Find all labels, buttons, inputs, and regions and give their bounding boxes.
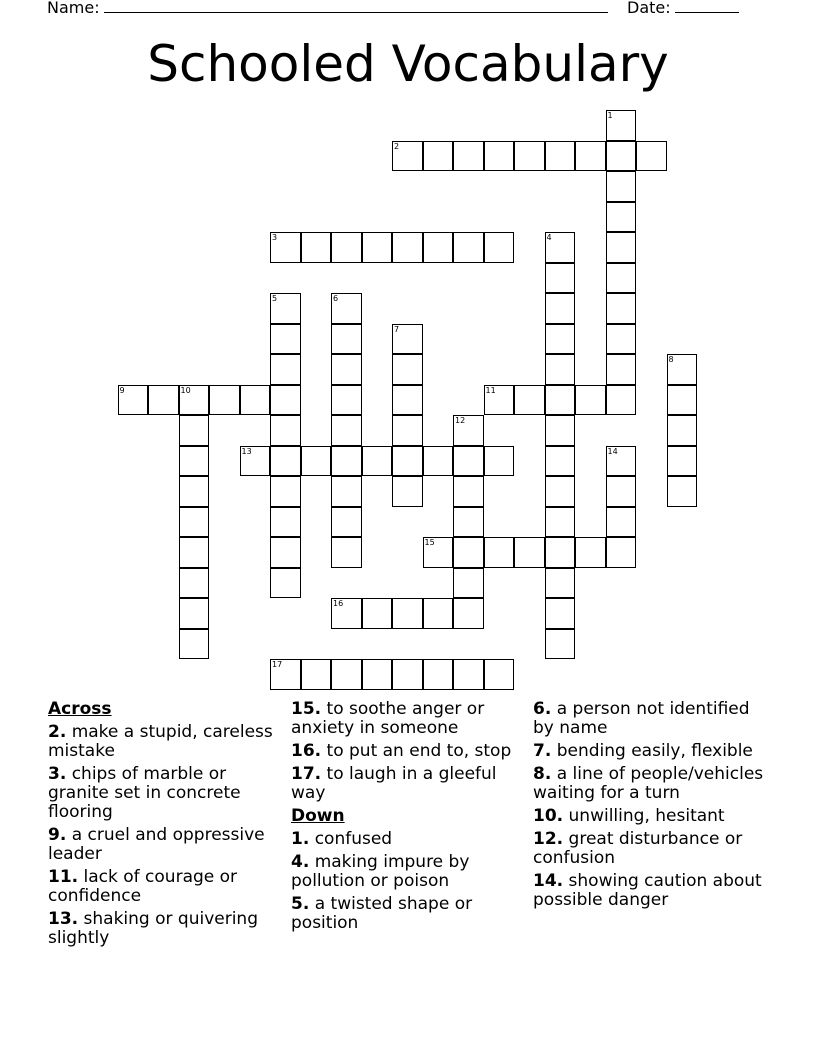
- grid-cell[interactable]: [392, 476, 423, 507]
- grid-cell[interactable]: [453, 415, 484, 446]
- grid-cell[interactable]: [331, 446, 362, 477]
- grid-cell[interactable]: [423, 598, 454, 629]
- grid-cell[interactable]: [270, 415, 301, 446]
- grid-cell[interactable]: [575, 141, 606, 172]
- clue-down-14: 14. showing caution about possible danger: [533, 871, 762, 910]
- grid-cell[interactable]: [240, 446, 271, 477]
- grid-cell[interactable]: [392, 324, 423, 355]
- cell-number: 3: [272, 233, 278, 242]
- grid-cell[interactable]: [270, 568, 301, 599]
- grid-cell[interactable]: [545, 141, 576, 172]
- clue-across-2: 2. make a stupid, careless mistake: [48, 722, 273, 761]
- grid-cell[interactable]: [545, 293, 576, 324]
- grid-cell[interactable]: [362, 232, 393, 263]
- grid-cell[interactable]: [606, 385, 637, 416]
- grid-cell[interactable]: [484, 446, 515, 477]
- grid-cell[interactable]: [545, 629, 576, 660]
- cell-number: 8: [668, 355, 674, 364]
- grid-cell[interactable]: [606, 324, 637, 355]
- grid-cell[interactable]: [301, 232, 332, 263]
- grid-cell[interactable]: [514, 385, 545, 416]
- cell-number: 4: [546, 233, 552, 242]
- grid-cell[interactable]: [667, 446, 698, 477]
- cell-number: 14: [607, 446, 618, 456]
- clue-down-4: 4. making impure by pollution or poison: [291, 852, 470, 891]
- grid-cell[interactable]: [606, 507, 637, 538]
- clue-across-9: 9. a cruel and oppressive leader: [48, 825, 265, 864]
- clue-down-5: 5. a twisted shape or position: [291, 894, 473, 933]
- grid-cell[interactable]: [545, 324, 576, 355]
- clue-across-3: 3. chips of marble or granite set in concrete flooring: [48, 764, 241, 822]
- clue-down-8: 8. a line of people/vehicles waiting for a turn: [533, 764, 764, 803]
- grid-cell[interactable]: [423, 232, 454, 263]
- grid-cell[interactable]: [270, 476, 301, 507]
- clue-across-17: 17. to laugh in a gleeful way: [291, 764, 497, 803]
- grid-cell[interactable]: [148, 385, 179, 416]
- date-label: Date:: [627, 0, 671, 17]
- clues-column-1: [48, 700, 283, 952]
- grid-cell[interactable]: [331, 507, 362, 538]
- grid-cell[interactable]: [453, 141, 484, 172]
- grid-cell[interactable]: [545, 476, 576, 507]
- grid-cell[interactable]: [545, 354, 576, 385]
- grid-cell[interactable]: [667, 476, 698, 507]
- grid-cell[interactable]: [423, 446, 454, 477]
- down-heading: Down: [291, 806, 345, 826]
- grid-cell[interactable]: [392, 141, 423, 172]
- grid-cell[interactable]: [209, 385, 240, 416]
- grid-cell[interactable]: [667, 415, 698, 446]
- clue-across-16: 16. to put an end to, stop: [291, 741, 512, 761]
- grid-cell[interactable]: [606, 354, 637, 385]
- cell-number: 15: [424, 538, 435, 547]
- grid-cell[interactable]: [270, 446, 301, 477]
- cell-number: 17: [272, 660, 283, 669]
- grid-cell[interactable]: [331, 659, 362, 690]
- grid-cell[interactable]: [331, 232, 362, 263]
- grid-cell[interactable]: [179, 507, 210, 538]
- grid-cell[interactable]: [606, 537, 637, 568]
- grid-cell[interactable]: [545, 232, 576, 263]
- grid-cell[interactable]: [423, 659, 454, 690]
- grid-cell[interactable]: [453, 476, 484, 507]
- grid-cell[interactable]: [331, 598, 362, 629]
- grid-cell[interactable]: [331, 324, 362, 355]
- grid-cell[interactable]: [179, 446, 210, 477]
- across-heading: Across: [48, 699, 112, 719]
- grid-cell[interactable]: [392, 232, 423, 263]
- cell-number: 7: [394, 324, 400, 334]
- grid-cell[interactable]: [301, 446, 332, 477]
- cell-number: 2: [394, 141, 400, 151]
- grid-cell[interactable]: [392, 446, 423, 477]
- grid-cell[interactable]: [514, 141, 545, 172]
- grid-cell[interactable]: [423, 537, 454, 568]
- grid-cell[interactable]: [606, 141, 637, 172]
- grid-cell[interactable]: [514, 537, 545, 568]
- grid-cell[interactable]: [484, 385, 515, 416]
- grid-cell[interactable]: [179, 415, 210, 446]
- grid-cell[interactable]: [179, 629, 210, 660]
- grid-cell[interactable]: [606, 110, 637, 141]
- grid-cell[interactable]: [270, 354, 301, 385]
- grid-cell[interactable]: [392, 659, 423, 690]
- grid-cell[interactable]: [331, 354, 362, 385]
- grid-cell[interactable]: [179, 598, 210, 629]
- grid-cell[interactable]: [667, 385, 698, 416]
- grid-cell[interactable]: [606, 232, 637, 263]
- clues-column-3: [533, 700, 768, 914]
- grid-cell[interactable]: [270, 232, 301, 263]
- clue-across-11: 11. lack of courage or confidence: [48, 867, 238, 906]
- grid-cell[interactable]: [270, 324, 301, 355]
- grid-cell[interactable]: [453, 568, 484, 599]
- grid-cell[interactable]: [545, 568, 576, 599]
- grid-cell[interactable]: [179, 537, 210, 568]
- grid-cell[interactable]: [331, 476, 362, 507]
- grid-cell[interactable]: [575, 385, 606, 416]
- grid-cell[interactable]: [545, 385, 576, 416]
- grid-cell[interactable]: [179, 568, 210, 599]
- grid-cell[interactable]: [453, 507, 484, 538]
- grid-cell[interactable]: [606, 446, 637, 477]
- page-title: Schooled Vocabulary: [147, 35, 669, 93]
- grid-cell[interactable]: [362, 446, 393, 477]
- cell-number: 13: [241, 446, 252, 456]
- grid-cell[interactable]: [545, 507, 576, 538]
- grid-cell[interactable]: [484, 232, 515, 263]
- grid-cell[interactable]: [606, 293, 637, 324]
- grid-cell[interactable]: [331, 385, 362, 416]
- grid-cell[interactable]: [392, 415, 423, 446]
- grid-cell[interactable]: [636, 141, 667, 172]
- grid-cell[interactable]: [362, 598, 393, 629]
- cell-number: 6: [333, 294, 339, 303]
- grid-cell[interactable]: [270, 659, 301, 690]
- grid-cell[interactable]: [453, 446, 484, 477]
- cell-number: 16: [333, 599, 344, 608]
- grid-cell[interactable]: [453, 598, 484, 629]
- clue-across-15: 15. to soothe anger or anxiety in someone: [291, 699, 485, 738]
- grid-cell[interactable]: [667, 354, 698, 385]
- grid-cell[interactable]: [270, 293, 301, 324]
- grid-cell[interactable]: [392, 354, 423, 385]
- grid-cell[interactable]: [270, 537, 301, 568]
- cell-number: 1: [607, 111, 613, 120]
- grid-cell[interactable]: [362, 659, 393, 690]
- grid-cell[interactable]: [575, 537, 606, 568]
- grid-cell[interactable]: [453, 537, 484, 568]
- cell-number: 10: [180, 385, 191, 395]
- grid-cell[interactable]: [179, 476, 210, 507]
- cell-number: 9: [119, 385, 125, 395]
- grid-cell[interactable]: [484, 537, 515, 568]
- grid-cell[interactable]: [240, 385, 271, 416]
- grid-cell[interactable]: [270, 507, 301, 538]
- grid-cell[interactable]: [392, 598, 423, 629]
- grid-cell[interactable]: [606, 202, 637, 233]
- cell-number: 11: [485, 385, 496, 395]
- cell-number: 12: [455, 416, 466, 425]
- name-label: Name:: [47, 0, 100, 17]
- grid-cell[interactable]: [606, 476, 637, 507]
- grid-cell[interactable]: [545, 598, 576, 629]
- grid-cell[interactable]: [545, 446, 576, 477]
- grid-cell[interactable]: [606, 171, 637, 202]
- grid-cell[interactable]: [545, 263, 576, 294]
- grid-cell[interactable]: [606, 263, 637, 294]
- clue-down-7: 7. bending easily, flexible: [533, 741, 753, 761]
- clue-down-10: 10. unwilling, hesitant: [533, 806, 725, 826]
- grid-cell[interactable]: [484, 659, 515, 690]
- grid-cell[interactable]: [331, 415, 362, 446]
- clues-column-2: [291, 700, 526, 937]
- grid-cell[interactable]: [179, 385, 210, 416]
- grid-cell[interactable]: [392, 385, 423, 416]
- clue-across-13: 13. shaking or quivering slightly: [48, 909, 258, 948]
- grid-cell[interactable]: [331, 537, 362, 568]
- grid-cell[interactable]: [453, 232, 484, 263]
- grid-cell[interactable]: [270, 385, 301, 416]
- grid-cell[interactable]: [331, 293, 362, 324]
- grid-cell[interactable]: [545, 537, 576, 568]
- clue-down-6: 6. a person not identified by name: [533, 699, 750, 738]
- grid-cell[interactable]: [118, 385, 149, 416]
- grid-cell[interactable]: [545, 415, 576, 446]
- grid-cell[interactable]: [423, 141, 454, 172]
- cell-number: 5: [272, 294, 278, 303]
- clue-down-1: 1. confused: [291, 829, 393, 849]
- grid-cell[interactable]: [453, 659, 484, 690]
- grid-cell[interactable]: [301, 659, 332, 690]
- grid-cell[interactable]: [484, 141, 515, 172]
- clue-down-12: 12. great disturbance or confusion: [533, 829, 743, 868]
